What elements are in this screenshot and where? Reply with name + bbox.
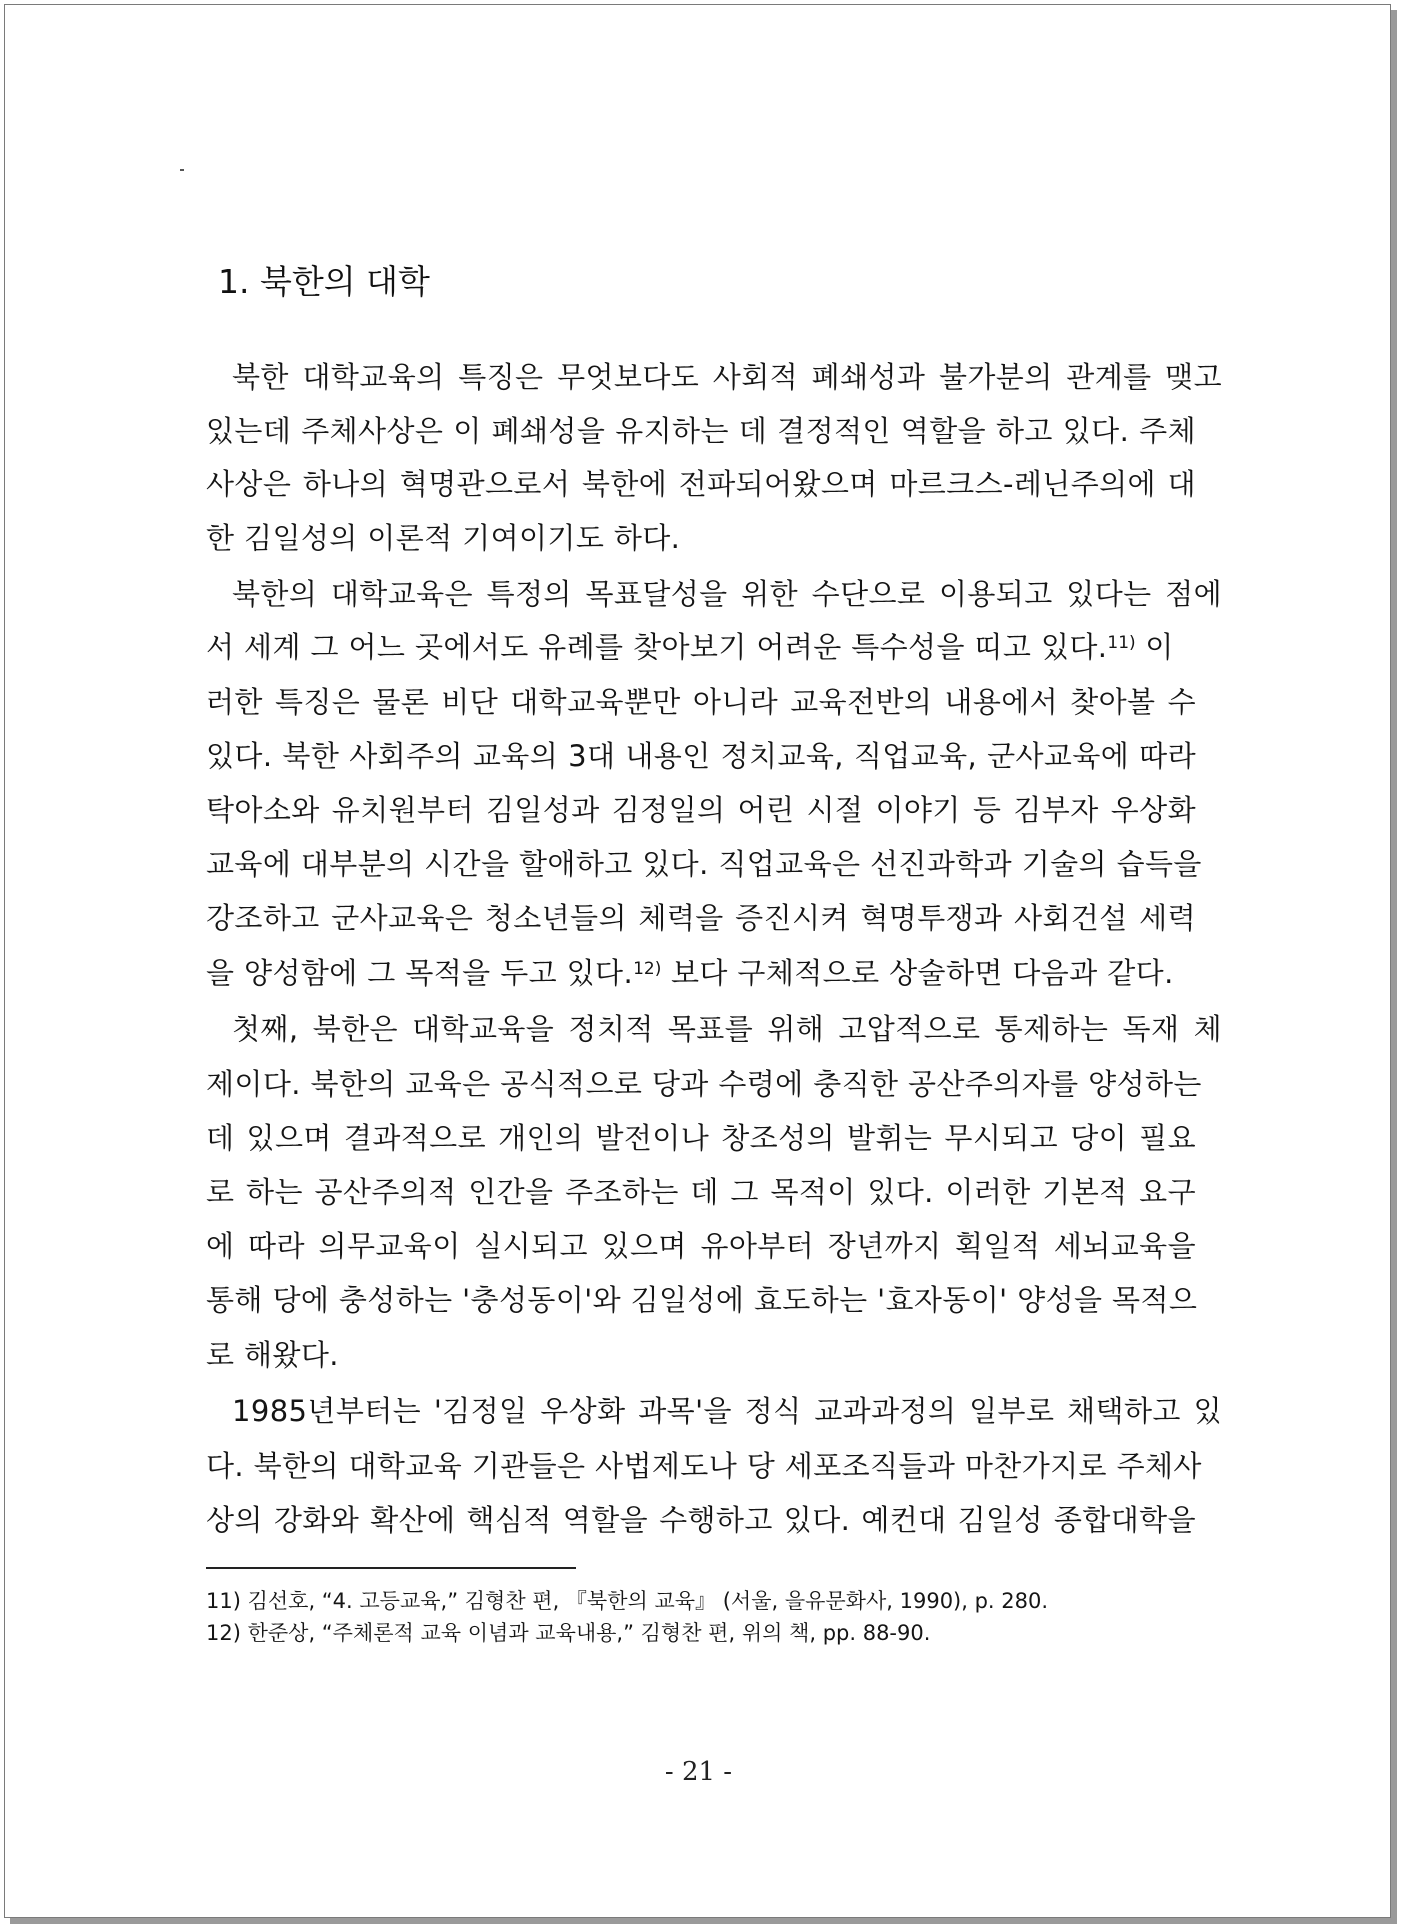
page-number: - 21 - xyxy=(664,1757,733,1787)
text-line: 제이다. 북한의 교육은 공식적으로 당과 수령에 충직한 공산주의자를 양성하는 xyxy=(206,1067,1202,1101)
footnote-11: 11) 김선호, “4. 고등교육,” 김형찬 편, 『북한의 교육』 (서울, 을유문화사, 1990), p. 280. xyxy=(206,1589,1049,1613)
section-heading: 1. 북한의 대학 xyxy=(218,262,430,301)
text-line: 데 있으며 결과적으로 개인의 발전이나 창조성의 발휘는 무시되고 당이 필요 xyxy=(206,1121,1196,1155)
text-line: 있는데 주체사상은 이 폐쇄성을 유지하는 데 결정적인 역할을 하고 있다. 주체 xyxy=(206,414,1196,448)
text-line: 강조하고 군사교육은 청소년들의 체력을 증진시켜 혁명투쟁과 사회건설 세력 xyxy=(206,901,1196,935)
text-line: 다. 북한의 대학교육 기관들은 사법제도나 당 세포조직들과 마찬가지로 주체사 xyxy=(206,1449,1202,1483)
text-line: 상의 강화와 확산에 핵심적 역할을 수행하고 있다. 예컨대 김일성 종합대학을 xyxy=(206,1503,1196,1537)
text-line: 1985년부터는 '김정일 우상화 과목'을 정식 교과과정의 일부로 채택하고 있 xyxy=(232,1394,1222,1428)
text-line-with-footnote xyxy=(206,951,1196,992)
text-line: 있다. 북한 사회주의 교육의 3대 내용인 정치교육, 직업교육, 군사교육에 따라 xyxy=(206,739,1196,773)
footnote-12: 12) 한준상, “주체론적 교육 이념과 교육내용,” 김형찬 편, 위의 책, pp. 88-90. xyxy=(206,1621,931,1645)
text-line: 로 하는 공산주의적 인간을 주조하는 데 그 목적이 있다. 이러한 기본적 요구 xyxy=(206,1175,1196,1209)
text-line: 사상은 하나의 혁명관으로서 북한에 전파되어왔으며 마르크스-레닌주의에 대 xyxy=(206,467,1196,501)
text-line: 북한 대학교육의 특징은 무엇보다도 사회적 폐쇄성과 불가분의 관계를 맺고 xyxy=(232,360,1222,394)
text-line: 로 해왔다. xyxy=(206,1338,339,1372)
text-line: 탁아소와 유치원부터 김일성과 김정일의 어린 시절 이야기 등 김부자 우상화 xyxy=(206,793,1196,827)
text-segment: 서 세계 그 어느 곳에서도 유례를 찾아보기 어려운 특수성을 띠고 있다. xyxy=(206,630,1108,664)
footnote-ref-12: 12) xyxy=(633,959,662,979)
footnote-divider xyxy=(206,1567,576,1569)
text-line: 러한 특징은 물론 비단 대학교육뿐만 아니라 교육전반의 내용에서 찾아볼 수 xyxy=(206,685,1196,719)
text-line-with-footnote xyxy=(206,625,1196,666)
text-line: 교육에 대부분의 시간을 할애하고 있다. 직업교육은 선진과학과 기술의 습득을 xyxy=(206,847,1202,881)
text-line: 첫째, 북한은 대학교육을 정치적 목표를 위해 고압적으로 통제하는 독재 체 xyxy=(232,1012,1222,1046)
scan-speck xyxy=(180,169,184,171)
text-segment: 이 xyxy=(1135,630,1174,664)
text-line: 한 김일성의 이론적 기여이기도 하다. xyxy=(206,521,681,555)
text-line: 에 따라 의무교육이 실시되고 있으며 유아부터 장년까지 획일적 세뇌교육을 xyxy=(206,1229,1196,1263)
text-segment: 보다 구체적으로 상술하면 다음과 같다. xyxy=(661,956,1174,990)
text-line: 통해 당에 충성하는 '충성동이'와 김일성에 효도하는 '효자동이' 양성을 목적으 xyxy=(206,1283,1198,1317)
text-segment: 을 양성함에 그 목적을 두고 있다. xyxy=(206,956,634,990)
footnote-ref-11: 11) xyxy=(1107,633,1136,653)
text-line: 북한의 대학교육은 특정의 목표달성을 위한 수단으로 이용되고 있다는 점에 xyxy=(232,577,1222,611)
